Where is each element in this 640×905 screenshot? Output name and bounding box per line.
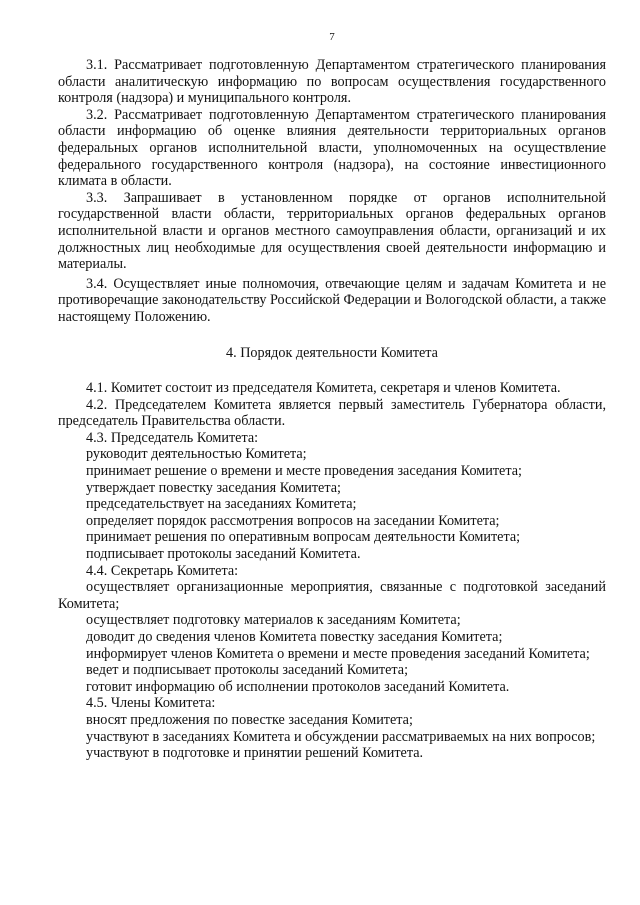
list-item: руководит деятельностью Комитета; (86, 446, 307, 463)
paragraph-4-4: 4.4. Секретарь Комитета: (86, 562, 239, 579)
list-item: осуществляет организационные мероприятия, связанные с подготовкой заседаний Комитета; (58, 579, 606, 612)
paragraph-4-2: 4.2. Председателем Комитета является первый заместитель Губернатора области, председатель Правительства области. (58, 396, 606, 430)
list-item: определяет порядок рассмотрения вопросов на заседании Комитета; (86, 512, 500, 529)
list-item: утверждает повестку заседания Комитета; (86, 479, 341, 496)
paragraph-3-2: 3.2. Рассматривает подготовленную Департаментом стратегического планирования области информацию об оценке влияния деятельности территориальных органов федеральных органов исполнительной власти, уполномоченных на осуществление федерального государственного контроля (надзора), на состояние инвестиционного климата в области. (58, 106, 606, 190)
document-page (58, 30, 606, 762)
list-item: доводит до сведения членов Комитета повестку заседания Комитета; (86, 629, 503, 645)
list-item: принимает решение о времени и месте проведения заседания Комитета; (86, 463, 522, 480)
paragraph-4-1: 4.1. Комитет состоит из председателя Комитета, секретаря и членов Комитета. (86, 380, 561, 397)
section-4-title: 4. Порядок деятельности Комитета (226, 344, 438, 361)
paragraph-3-4: 3.4. Осуществляет иные полномочия, отвечающие целям и задачам Комитета и не противоречащие законодательству Российской Федерации и Вологодской области, а также настоящему Положению. (58, 275, 606, 325)
list-item: председательствует на заседаниях Комитета; (86, 496, 357, 513)
paragraph-4-3: 4.3. Председатель Комитета: (86, 429, 259, 446)
list-item: участвуют в заседаниях Комитета и обсуждении рассматриваемых на них вопросов; (86, 728, 596, 745)
list-item: ведет и подписывает протоколы заседаний Комитета; (86, 662, 409, 679)
list-item: вносят предложения по повестке заседания Комитета; (86, 711, 413, 728)
list-item: готовит информацию об исполнении протоколов заседаний Комитета. (86, 678, 510, 695)
paragraph-3-1: 3.1. Рассматривает подготовленную Департаментом стратегического планирования области аналитическую информацию по вопросам осуществления государственного контроля (надзора) и муниципального контроля. (58, 57, 606, 107)
page-number: 7 (329, 31, 335, 43)
paragraph-4-5: 4.5. Члены Комитета: (86, 695, 216, 712)
list-item: участвуют в подготовке и принятии решений Комитета. (86, 745, 424, 762)
paragraph-3-3: 3.3. Запрашивает в установленном порядке от органов исполнительной государственной власти области, территориальных органов федеральных органов исполнительной власти и органов местного самоуправления области, организаций и их должностных лиц необходимые для осуществления своей деятельности информацию и материалы. (58, 189, 606, 273)
list-item: подписывает протоколы заседаний Комитета. (86, 546, 361, 563)
list-item: принимает решения по оперативным вопросам деятельности Комитета; (86, 529, 521, 546)
list-item: информирует членов Комитета о времени и месте проведения заседаний Комитета; (86, 645, 590, 662)
list-item: осуществляет подготовку материалов к заседаниям Комитета; (86, 612, 461, 629)
